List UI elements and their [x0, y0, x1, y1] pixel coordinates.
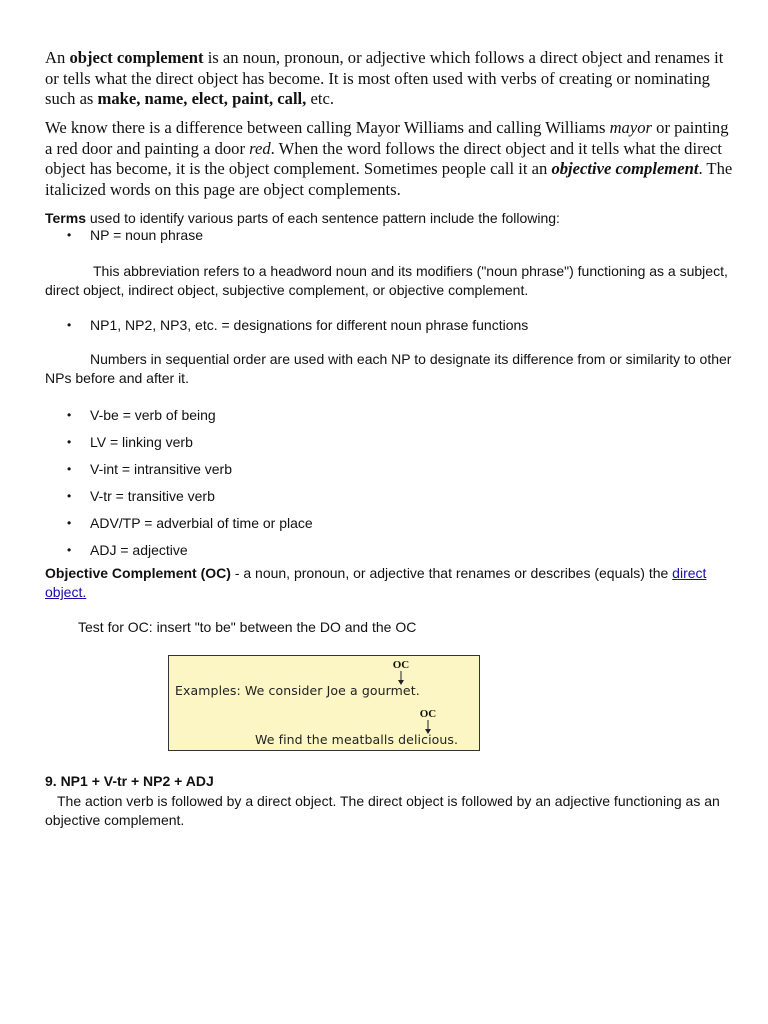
- oc-marker-1: [386, 660, 416, 685]
- list-item: • V-int = intransitive verb: [45, 460, 735, 487]
- terms-text: used to identify various parts of each sentence pattern include the following:: [89, 210, 560, 226]
- oc-test: Test for OC: insert "to be" between the DO and the OC: [78, 619, 417, 635]
- para2-text-4: . The italicized words on this page are object complements.: [45, 159, 733, 199]
- para2-text-3: . When the word follows the direct object and it tells what the direct object has become, it is the object complement. Sometimes people call it an: [45, 138, 722, 178]
- oc-marker-2: [413, 709, 443, 734]
- section-9-text: [45, 792, 735, 830]
- list-item: • V-tr = transitive verb: [45, 487, 735, 514]
- intro-article: An: [45, 48, 66, 67]
- objective-complement-term: objective complement: [551, 159, 699, 178]
- list-item: • NP = noun phrase: [45, 226, 735, 245]
- example-box: [168, 655, 480, 751]
- intro-text: is an noun, pronoun, or adjective which follows a direct object and renames it or tells what the direct object has become. It is most often used with verbs of creating or nominating such as: [45, 48, 724, 108]
- italic-mayor: mayor: [609, 118, 652, 137]
- intro-etc: etc.: [310, 89, 334, 108]
- section-9-body: The action verb is followed by a direct object. The direct object is followed by an adjective functioning as an objective complement.: [45, 793, 720, 828]
- np-description: [45, 262, 735, 300]
- para2-text-1: We know there is a difference between calling Mayor Williams and calling Williams: [45, 118, 606, 137]
- list-item: • ADV/TP = adverbial of time or place: [45, 514, 735, 541]
- list-item: • ADJ = adjective: [45, 541, 735, 568]
- terms-label: Terms: [45, 210, 86, 226]
- oc-label: OC: [392, 659, 410, 671]
- np-bullet-list: [45, 226, 735, 245]
- intro-term: object complement: [69, 48, 204, 67]
- intro-verbs: make, name, elect, paint, call,: [97, 89, 307, 108]
- oc-label: OC: [419, 708, 437, 720]
- list-item: • V-be = verb of being: [45, 406, 735, 433]
- oc-definition-term: Objective Complement (OC): [45, 565, 231, 581]
- nps-description: [45, 350, 735, 388]
- para2-text-2: or painting a red door and painting a door: [45, 118, 729, 158]
- list-item: • LV = linking verb: [45, 433, 735, 460]
- np-description-text: This abbreviation refers to a headword noun and its modifiers ("noun phrase") functioning as a subject, direct object, indirect object, subjective complement, or objective complement.: [45, 263, 728, 298]
- example-line-1: Examples: We consider Joe a gourmet.: [175, 683, 420, 698]
- abbreviation-list: [45, 406, 735, 568]
- nps-bullet-list: [45, 316, 735, 335]
- list-item: • NP1, NP2, NP3, etc. = designations for different noun phrase functions: [45, 316, 735, 335]
- example-line-2: We find the meatballs delicious.: [255, 732, 459, 747]
- italic-red: red: [249, 138, 271, 158]
- difference-paragraph: [45, 118, 735, 200]
- oc-definition: [45, 564, 735, 602]
- intro-paragraph: [45, 48, 735, 110]
- section-9-heading: 9. NP1 + V-tr + NP2 + ADJ: [45, 773, 214, 789]
- direct-object-link[interactable]: direct object.: [45, 565, 707, 600]
- oc-definition-text: - a noun, pronoun, or adjective that renames or describes (equals) the: [234, 565, 669, 581]
- nps-description-text: Numbers in sequential order are used with each NP to designate its difference from or similarity to other NPs before and after it.: [45, 351, 732, 386]
